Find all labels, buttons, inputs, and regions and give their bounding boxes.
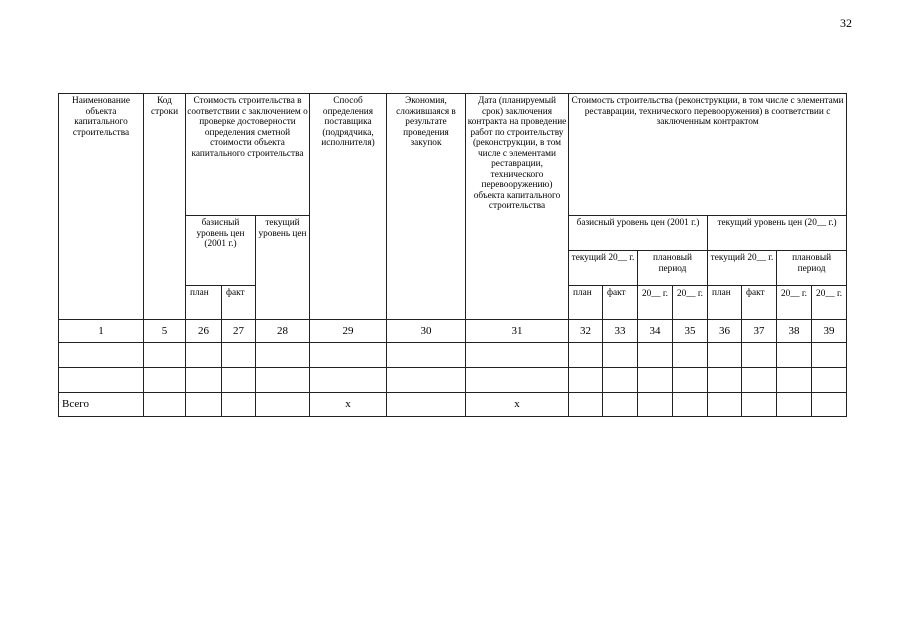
table-cell (569, 343, 603, 368)
table-cell (256, 368, 310, 393)
header-cur-plan: план (708, 286, 742, 320)
table-cell (59, 343, 144, 368)
header-contract-base-price-level: базисный уровень цен (2001 г.) (569, 216, 708, 251)
column-number: 27 (222, 320, 256, 343)
table-cell (59, 368, 144, 393)
header-cost-by-conclusion: Стоимость строительства в соответствии с заключением о проверке достоверности определения сметной стоимости объекта капитального строительства (186, 94, 310, 216)
table-cell (222, 393, 256, 417)
header-row-code: Код строки (144, 94, 186, 320)
header-base-plan-period: плановый период (638, 251, 708, 286)
header-cur-plan-period: плановый период (777, 251, 847, 286)
header-object-name: Наименование объекта капитального строительства (59, 94, 144, 320)
table-cell (144, 343, 186, 368)
table-cell (603, 393, 638, 417)
header-current-price-level: текущий уровень цен (256, 216, 310, 320)
header-savings: Экономия, сложившаяся в результате проведения закупок (387, 94, 466, 320)
column-number: 31 (466, 320, 569, 343)
table-cell (638, 393, 673, 417)
table-cell (310, 343, 387, 368)
table-cell (569, 368, 603, 393)
column-number: 30 (387, 320, 466, 343)
table-cell (186, 368, 222, 393)
table-cell (310, 368, 387, 393)
column-number: 32 (569, 320, 603, 343)
table-cell (638, 343, 673, 368)
table-cell (812, 343, 847, 368)
header-cost-by-contract: Стоимость строительства (реконструкции, в том числе с элементами реставрации, технического перевооружения) в соответствии с заключенным контрактом (569, 94, 847, 216)
table-cell (673, 343, 708, 368)
table-cell (673, 393, 708, 417)
table-cell (466, 343, 569, 368)
header-cur-year-1: 20__ г. (777, 286, 812, 320)
header-base-fact: факт (603, 286, 638, 320)
table-cell (777, 368, 812, 393)
column-number: 1 (59, 320, 144, 343)
header-cur-year-2: 20__ г. (812, 286, 847, 320)
column-number: 37 (742, 320, 777, 343)
total-supplier-method-mark: x (310, 393, 387, 417)
table-cell (387, 393, 466, 417)
total-label: Всего (59, 393, 144, 417)
table-cell (256, 343, 310, 368)
column-number: 5 (144, 320, 186, 343)
table-cell (812, 368, 847, 393)
table-cell (708, 393, 742, 417)
table-cell (638, 368, 673, 393)
total-contract-date-mark: x (466, 393, 569, 417)
column-number: 36 (708, 320, 742, 343)
table-cell (603, 343, 638, 368)
header-supplier-method: Способ определения поставщика (подрядчика, исполнителя) (310, 94, 387, 320)
capital-construction-table (58, 93, 847, 417)
header-contract-date: Дата (планируемый срок) заключения контракта на проведение работ по строительству (реконструкции, в том числе с элементами реставрации, технического перевооружению) объекта капитального строительства (466, 94, 569, 320)
table-cell (144, 393, 186, 417)
table-cell (569, 393, 603, 417)
table-row (59, 368, 847, 393)
table-row (59, 343, 847, 368)
header-base-year-1: 20__ г. (638, 286, 673, 320)
table-cell (812, 393, 847, 417)
table-cell (742, 343, 777, 368)
table-cell (603, 368, 638, 393)
total-row (59, 393, 847, 417)
table-cell (186, 393, 222, 417)
header-fact: факт (222, 286, 256, 320)
column-number: 26 (186, 320, 222, 343)
header-base-price-level: базисный уровень цен (2001 г.) (186, 216, 256, 286)
table-cell (777, 393, 812, 417)
table-cell (222, 343, 256, 368)
table-cell (708, 368, 742, 393)
header-base-year-2: 20__ г. (673, 286, 708, 320)
column-number: 28 (256, 320, 310, 343)
table-cell (466, 368, 569, 393)
column-number: 33 (603, 320, 638, 343)
table-cell (256, 393, 310, 417)
table-cell (222, 368, 256, 393)
table-cell (742, 368, 777, 393)
header-base-current-year: текущий 20__ г. (569, 251, 638, 286)
header-contract-current-price-level: текущий уровень цен (20__ г.) (708, 216, 847, 251)
table-cell (708, 343, 742, 368)
table-cell (742, 393, 777, 417)
column-number: 34 (638, 320, 673, 343)
header-cur-fact: факт (742, 286, 777, 320)
table-cell (387, 368, 466, 393)
column-number: 29 (310, 320, 387, 343)
column-number-row (59, 320, 847, 343)
table-cell (186, 343, 222, 368)
page-number: 32 (840, 16, 852, 30)
column-number: 35 (673, 320, 708, 343)
table-cell (387, 343, 466, 368)
column-number: 38 (777, 320, 812, 343)
header-plan: план (186, 286, 222, 320)
table-cell (777, 343, 812, 368)
table-cell (673, 368, 708, 393)
header-cur-current-year: текущий 20__ г. (708, 251, 777, 286)
header-base-plan: план (569, 286, 603, 320)
column-number: 39 (812, 320, 847, 343)
table-cell (144, 368, 186, 393)
